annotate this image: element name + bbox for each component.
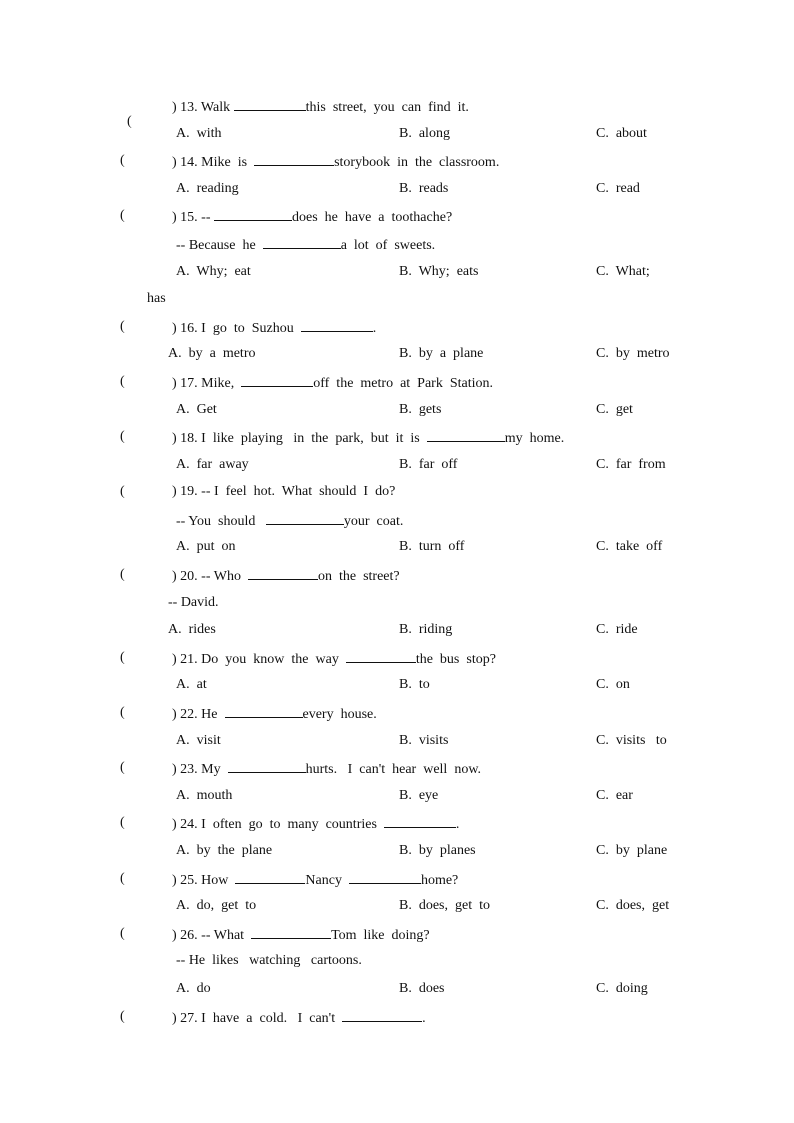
answer-blank[interactable] <box>263 236 341 249</box>
question-27-text: ) 27. I have a cold. I can't . <box>172 1011 426 1026</box>
question-18: ( <box>120 429 125 444</box>
option-a[interactable]: A. by the plane <box>176 843 273 858</box>
option-c[interactable]: C. doing <box>596 981 648 996</box>
answer-blank[interactable] <box>254 153 334 166</box>
option-a[interactable]: A. far away <box>176 457 249 472</box>
question-19: ( <box>120 484 125 499</box>
option-a[interactable]: A. Why; eat <box>176 264 251 279</box>
option-b[interactable]: B. does <box>399 981 445 996</box>
question-23: ( <box>120 760 125 775</box>
question-20-line2: -- David. <box>168 595 219 610</box>
answer-blank[interactable] <box>301 319 373 332</box>
option-a[interactable]: A. put on <box>176 539 236 554</box>
option-b[interactable]: B. along <box>399 126 450 141</box>
option-c[interactable]: C. take off <box>596 539 663 554</box>
question-23-text: ) 23. My hurts. I can't hear well now. <box>172 762 482 777</box>
question-18-text: ) 18. I like playing in the park, but it is my home. <box>172 431 565 446</box>
question-24-text: ) 24. I often go to many countries . <box>172 817 460 832</box>
option-b[interactable]: B. does, get to <box>399 898 490 913</box>
option-b[interactable]: B. far off <box>399 457 458 472</box>
option-a[interactable]: A. Get <box>176 402 217 417</box>
option-a[interactable]: A. mouth <box>176 788 233 803</box>
option-b[interactable]: B. eye <box>399 788 439 803</box>
option-b[interactable]: B. visits <box>399 733 449 748</box>
question-22: ( <box>120 705 125 720</box>
answer-blank[interactable] <box>235 871 305 884</box>
question-17: ( <box>120 374 125 389</box>
answer-blank[interactable] <box>384 815 456 828</box>
answer-blank[interactable] <box>251 926 331 939</box>
question-13-text: ) 13. Walk this street, you can find it. <box>172 100 469 115</box>
option-b[interactable]: B. riding <box>399 622 453 637</box>
option-a[interactable]: A. by a metro <box>168 346 256 361</box>
option-a[interactable]: A. visit <box>176 733 221 748</box>
option-b[interactable]: B. to <box>399 677 430 692</box>
option-c[interactable]: C. read <box>596 181 640 196</box>
option-b[interactable]: B. by a plane <box>399 346 484 361</box>
paren-open: ( <box>127 114 132 129</box>
answer-blank[interactable] <box>266 512 344 525</box>
option-c[interactable]: C. about <box>596 126 647 141</box>
answer-blank[interactable] <box>225 705 303 718</box>
option-a[interactable]: A. do, get to <box>176 898 257 913</box>
question-15: ( <box>120 208 125 223</box>
option-b[interactable]: B. turn off <box>399 539 465 554</box>
answer-blank[interactable] <box>228 760 306 773</box>
answer-blank[interactable] <box>234 98 306 111</box>
question-26: ( <box>120 926 125 941</box>
option-b[interactable]: B. by planes <box>399 843 476 858</box>
question-16: ( <box>120 319 125 334</box>
option-b[interactable]: B. Why; eats <box>399 264 479 279</box>
question-26-text: ) 26. -- What Tom like doing? <box>172 928 430 943</box>
option-a[interactable]: A. rides <box>168 622 216 637</box>
question-19-text: ) 19. -- I feel hot. What should I do? <box>172 484 396 499</box>
option-c-wrap: has <box>147 291 166 306</box>
question-27: ( <box>120 1009 125 1024</box>
option-a[interactable]: A. at <box>176 677 207 692</box>
option-b[interactable]: B. gets <box>399 402 442 417</box>
question-17-text: ) 17. Mike, off the metro at Park Station. <box>172 376 493 391</box>
answer-blank[interactable] <box>214 208 292 221</box>
question-25: ( <box>120 871 125 886</box>
option-c[interactable]: C. does, get <box>596 898 670 913</box>
question-14: ( <box>120 153 125 168</box>
option-c[interactable]: C. ride <box>596 622 638 637</box>
option-c[interactable]: C. get <box>596 402 633 417</box>
question-25-text: ) 25. How Nancy home? <box>172 873 459 888</box>
answer-blank[interactable] <box>241 374 313 387</box>
question-15-line2: -- Because he a lot of sweets. <box>176 238 436 253</box>
question-21-text: ) 21. Do you know the way the bus stop? <box>172 652 496 667</box>
answer-blank[interactable] <box>342 1009 422 1022</box>
answer-blank[interactable] <box>346 650 416 663</box>
option-a[interactable]: A. reading <box>176 181 239 196</box>
option-c[interactable]: C. visits to <box>596 733 667 748</box>
question-19-line2: -- You should your coat. <box>176 514 404 529</box>
question-15-text: ) 15. -- does he have a toothache? <box>172 210 453 225</box>
option-c[interactable]: C. on <box>596 677 630 692</box>
question-21: ( <box>120 650 125 665</box>
question-14-text: ) 14. Mike is storybook in the classroom. <box>172 155 500 170</box>
question-24: ( <box>120 815 125 830</box>
option-b[interactable]: B. reads <box>399 181 449 196</box>
option-c[interactable]: C. by metro <box>596 346 670 361</box>
question-20-text: ) 20. -- Who on the street? <box>172 569 400 584</box>
option-c[interactable]: C. far from <box>596 457 666 472</box>
answer-blank[interactable] <box>349 871 421 884</box>
option-c[interactable]: C. What; <box>596 264 650 279</box>
option-a[interactable]: A. do <box>176 981 211 996</box>
option-c[interactable]: C. by plane <box>596 843 668 858</box>
answer-blank[interactable] <box>248 567 318 580</box>
answer-blank[interactable] <box>427 429 505 442</box>
question-16-text: ) 16. I go to Suzhou . <box>172 321 377 336</box>
question-13 <box>120 98 132 130</box>
question-20: ( <box>120 567 125 582</box>
question-26-line2: -- He likes watching cartoons. <box>176 953 362 968</box>
option-a[interactable]: A. with <box>176 126 222 141</box>
option-c[interactable]: C. ear <box>596 788 633 803</box>
question-22-text: ) 22. He every house. <box>172 707 377 722</box>
